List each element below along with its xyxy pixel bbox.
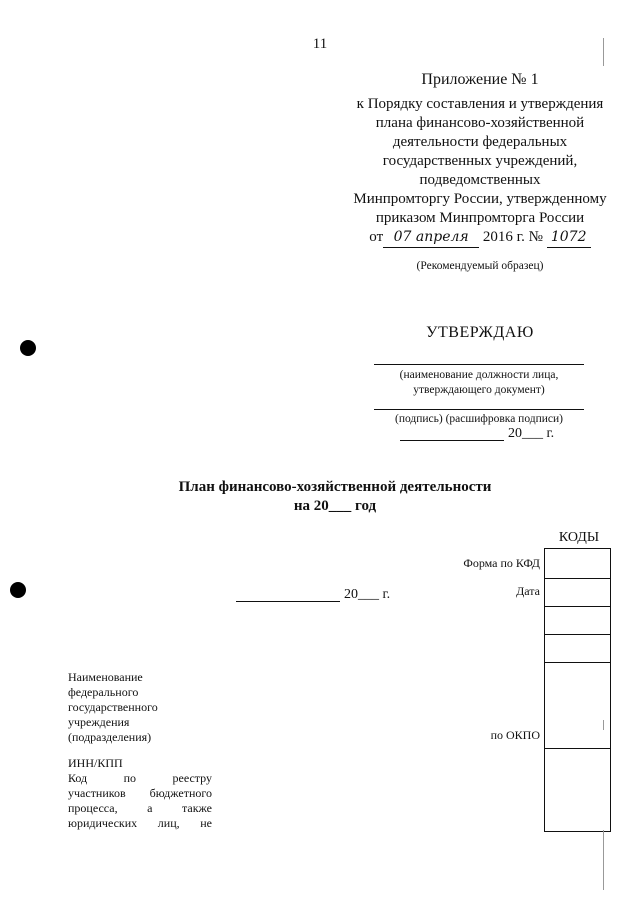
position-line bbox=[374, 364, 584, 365]
appendix-line: государственных учреждений, bbox=[382, 153, 578, 169]
appendix-line: плана финансово-хозяйственной bbox=[375, 115, 585, 131]
appendix-line: деятельности федеральных bbox=[392, 134, 568, 150]
approval-date: 20___ г. bbox=[508, 426, 555, 441]
word: Код bbox=[68, 771, 88, 785]
word: по bbox=[123, 771, 137, 785]
appendix-title: Приложение № 1 bbox=[421, 71, 539, 88]
label-line: федерального bbox=[68, 685, 139, 699]
order-prefix: от bbox=[369, 229, 384, 245]
label-line bbox=[68, 816, 212, 831]
position-caption-line: утверждающего документ) bbox=[413, 384, 545, 396]
plan-title-line: План финансово-хозяйственной деятельности bbox=[178, 479, 492, 495]
approval-date-blank bbox=[400, 440, 504, 441]
plan-date: 20___ г. bbox=[344, 587, 391, 602]
word: процесса, bbox=[68, 801, 118, 815]
label-line bbox=[68, 771, 212, 786]
codes-table bbox=[544, 548, 611, 832]
code-cell bbox=[545, 607, 610, 635]
scan-edge-mark bbox=[603, 720, 604, 730]
signature-caption: (подпись) (расшифровка подписи) bbox=[394, 413, 563, 425]
position-caption-line: (наименование должности лица, bbox=[399, 369, 559, 381]
handwritten-order-number: 1072 bbox=[547, 228, 591, 248]
word: не bbox=[200, 816, 212, 830]
label-line bbox=[68, 801, 212, 816]
code-cell-form bbox=[545, 549, 610, 579]
label-line: государственного bbox=[68, 700, 158, 714]
okpo-label: по ОКПО bbox=[490, 728, 540, 742]
order-year: 2016 г. № bbox=[482, 229, 543, 245]
appendix-header bbox=[330, 70, 630, 248]
word: лиц, bbox=[157, 816, 180, 830]
word: реестру bbox=[172, 771, 213, 785]
word: бюджетного bbox=[149, 786, 212, 800]
approval-heading: УТВЕРЖДАЮ bbox=[426, 324, 534, 341]
word: юридических bbox=[68, 816, 138, 830]
registry-code-label bbox=[68, 771, 212, 831]
plan-date-blank bbox=[236, 601, 340, 602]
appendix-line: подведомственных bbox=[419, 172, 541, 188]
appendix-line: к Порядку составления и утверждения bbox=[356, 96, 604, 112]
plan-title-line: на 20___ год bbox=[293, 498, 377, 514]
plan-title bbox=[120, 478, 550, 516]
institution-name-label bbox=[68, 670, 218, 745]
signature-line bbox=[374, 409, 584, 410]
recommended-note: (Рекомендуемый образец) bbox=[416, 260, 544, 272]
appendix-line: приказом Минпромторга России bbox=[375, 210, 585, 226]
code-cell bbox=[545, 635, 610, 663]
position-caption bbox=[374, 368, 584, 398]
punch-hole bbox=[10, 582, 26, 598]
order-date-line bbox=[330, 228, 630, 248]
handwritten-order-date: 07 апреля bbox=[383, 228, 479, 248]
label-line bbox=[68, 786, 212, 801]
scan-edge-mark bbox=[603, 830, 604, 890]
codes-header: КОДЫ bbox=[558, 530, 600, 545]
appendix-line: Минпромторгу России, утвержденному bbox=[353, 191, 607, 207]
word: участников bbox=[68, 786, 126, 800]
inn-kpp-label: ИНН/КПП bbox=[68, 756, 123, 770]
word: также bbox=[181, 801, 212, 815]
label-line: Наименование bbox=[68, 670, 143, 684]
punch-hole bbox=[20, 340, 36, 356]
word: а bbox=[147, 801, 153, 815]
label-line: (подразделения) bbox=[68, 730, 152, 744]
code-cell bbox=[545, 749, 610, 831]
form-kfd-label: Форма по КФД bbox=[463, 556, 540, 570]
label-line: учреждения bbox=[68, 715, 130, 729]
code-cell-okpo bbox=[545, 663, 610, 749]
scan-edge-mark bbox=[603, 38, 604, 66]
page-number: 11 bbox=[312, 36, 328, 52]
date-label: Дата bbox=[516, 584, 540, 598]
code-cell-date bbox=[545, 579, 610, 607]
